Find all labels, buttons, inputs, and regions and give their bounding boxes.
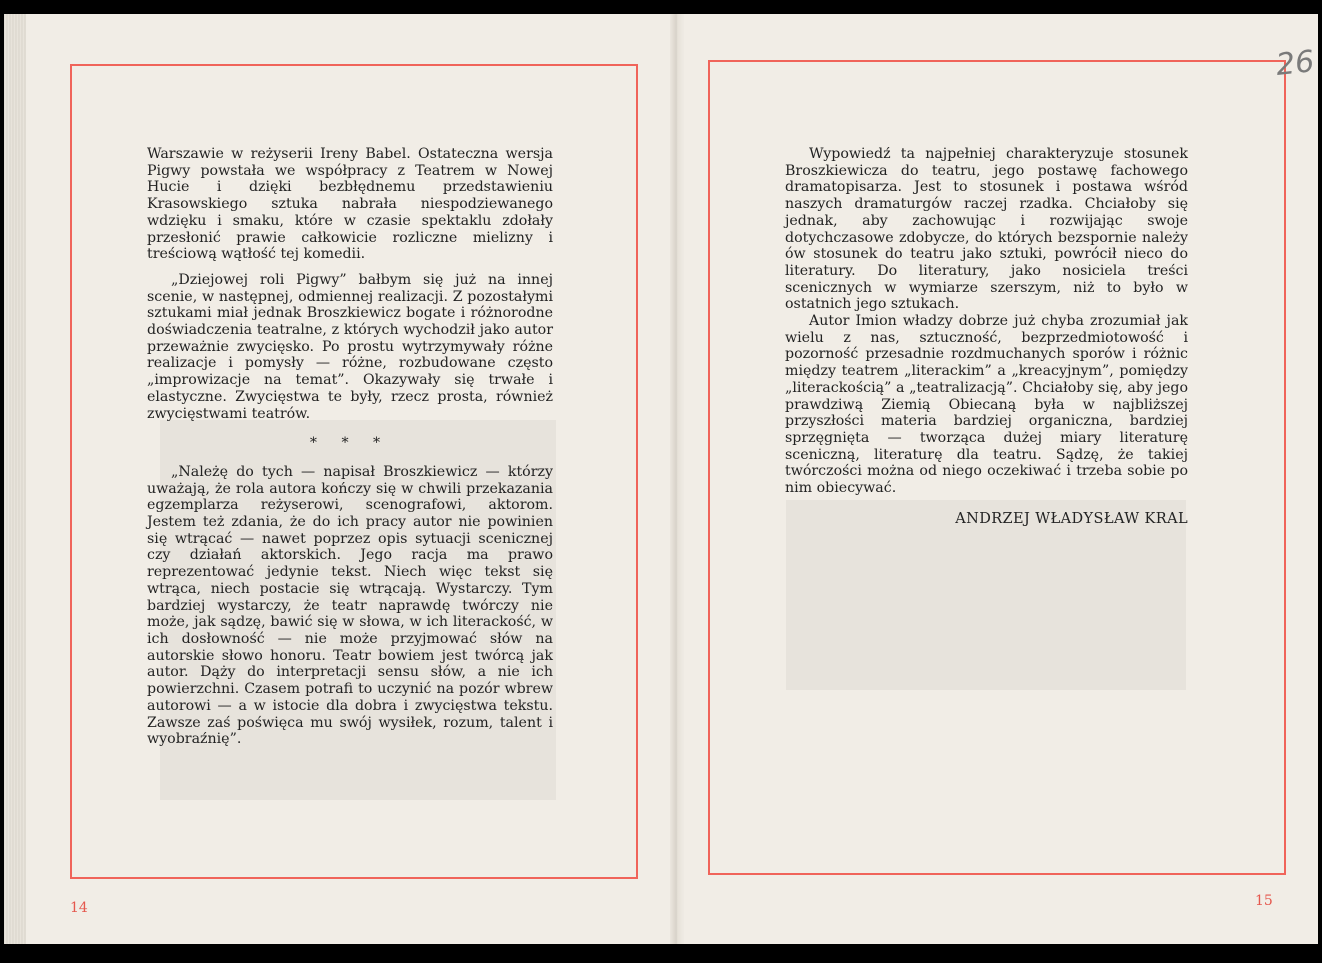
paragraph: „Dziejowej roli Pigwy” bałbym się już na innej scenie, w następnej, odmiennej realizacji. Z pozostałymi sztukami miał jednak Broszkiewicz bogate i różnorodne doświadczenia teatralne, z których wychodził jako autor przeważnie zwycięsko. Po prostu wytrzymywały różne realizacje i pomysły — różne, rozbudowane często „improwizacje na temat”. Okazywały się trwałe i elastyczne. Zwycięstwa te były, rzecz prosta, również zwycięstwami teatrów. bbox=[147, 271, 553, 422]
paragraph: Warszawie w reżyserii Ireny Babel. Ostateczna wersja Pigwy powstała we współpracy z Teatrem w Nowej Hucie i dzięki bezbłędnemu przedstawieniu Krasowskiego sztuka nabrała niespodziewanego wdzięku i smaku, które w czasie spektaklu zdołały przesłonić prawie całkowicie rozliczne mielizny i treściową wątłość tej komedii. bbox=[147, 146, 553, 263]
left-page-text bbox=[147, 146, 553, 748]
author-signature: ANDRZEJ WŁADYSŁAW KRAL bbox=[955, 510, 1188, 527]
section-separator: * * * bbox=[309, 435, 391, 452]
handwritten-page-note: 26 bbox=[1274, 44, 1316, 83]
quote-paragraph: „Należę do tych — napisał Broszkiewicz — którzy uważają, że rola autora kończy się w chwili przekazania egzemplarza reżyserowi, scenografowi, aktorom. Jestem też zdania, że do ich pracy autor nie powinien się wtrącać — nawet poprzez opis sytuacji scenicznej czy działań aktorskich. Jego racja ma prawo reprezentować jedynie tekst. Niech więc tekst się wtrąca, niech postacie się wtrącają. Wystarczy. Tym bardziej wystarczy, że teatr naprawdę twórczy nie może, jak sądzę, bawić się w słowa, w ich literackość, w ich dosłowność — nie może przyjmować słów na autorskie słowo honoru. Teatr bowiem jest twórcą jak autor. Dąży do interpretacji sensu słów, a nie ich powierzchni. Czasem potrafi to uczynić na pozór wbrew autorowi — a w istocie dla dobra i zwycięstwa tekstu. Zawsze zaś poświęca mu swój wysiłek, rozum, talent i wyobraźnię”. bbox=[147, 463, 553, 748]
page-edges bbox=[4, 14, 26, 944]
paragraph: Wypowiedź ta najpełniej charakteryzuje stosunek Broszkiewicza do teatru, jego postawę fachowego dramatopisarza. Jest to stosunek i postawa wśród naszych dramaturgów raczej rzadka. Chciałoby się jednak, aby zachowując i rozwijając swoje dotychczasowe zdobycze, do których bezspornie należy ów stosunek do teatru jako sztuki, powrócił nieco do literatury. Do literatury, jako nosiciela treści scenicznych w wymiarze szerszym, niż to było w ostatnich jego sztukach. bbox=[785, 146, 1188, 313]
page-number-left: 14 bbox=[70, 900, 88, 916]
page-number-right: 15 bbox=[1255, 893, 1273, 909]
paragraph: Autor Imion władzy dobrze już chyba zrozumiał jak wielu z nas, sztuczność, bezprzedmiotowość i pozorność przesadnie rozdmuchanych sporów i różnic między teatrem „literackim” a „kreacyjnym”, pomiędzy „literackością” a „teatralizacją”. Chciałoby się, aby jego prawdziwą Ziemią Obiecaną była w najbliższej przyszłości materia bardziej organiczna, bardziej sprzęgnięta — tworząca dużej miary literaturę sceniczną, literaturę dla teatru. Sądzę, że takiej twórczości można od niego oczekiwać i trzeba sobie po nim obiecywać. bbox=[785, 313, 1188, 497]
right-page-text bbox=[785, 146, 1188, 527]
book-gutter bbox=[670, 14, 684, 944]
